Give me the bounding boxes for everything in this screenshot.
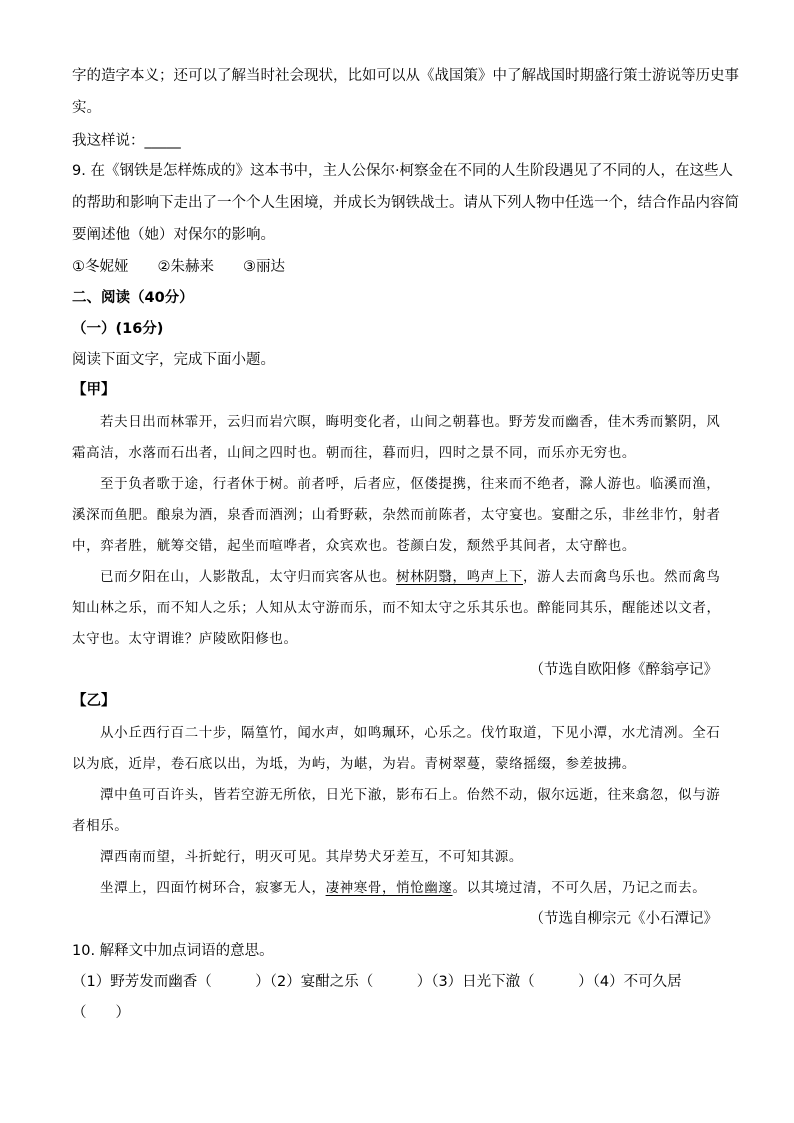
reading-instruction: 阅读下面文字，完成下面小题。 (72, 352, 275, 368)
jia-p3-line-2: 知山林之乐，而不知人之乐；人知从太守游而乐，而不知太守之乐其乐也。醉能同其乐，醒能述以文者， (72, 600, 721, 616)
question-9-line-2: 的帮助和影响下走出了一个个人生困境，并成长为钢铁战士。请从下列人物中任选一个，结合作品内容简 (72, 195, 739, 211)
jia-p3-text-b: ，游人去而禽鸟乐也。然而禽鸟 (523, 569, 721, 585)
yi-p3: 潭西南而望，斗折蛇行，明灭可见。其岸势犬牙差互，不可知其源。 (100, 849, 523, 865)
question-10-title: 10. 解释文中加点词语的意思。 (72, 943, 274, 959)
jia-p2-line-1: 至于负者歌于途，行者休于树。前者呼，后者应，伛偻提携，往来而不绝者，滁人游也。临溪而渔， (100, 476, 721, 492)
subsection-title: （一）(16分) (72, 321, 164, 337)
answer-line: 我这样说：_____ (72, 133, 181, 149)
jia-p3-line-1 (100, 567, 720, 587)
jia-underlined-phrase: 树林阴翳，鸣声上下 (396, 569, 524, 585)
intro-line-1: 字的造字本义；还可以了解当时社会现状，比如可以从《战国策》中了解战国时期盛行策士游说等历史事 (72, 68, 739, 84)
question-9-options: ①冬妮娅 ②朱赫来 ③丽达 (72, 259, 285, 275)
jia-p1-line-2: 霜高洁，水落而石出者，山间之四时也。朝而往，暮而归，四时之景不同，而乐亦无穷也。 (72, 445, 636, 461)
question-9-line-3: 要阐述他（她）对保尔的影响。 (72, 227, 275, 243)
jia-p1-line-1: 若夫日出而林霏开，云归而岩穴暝，晦明变化者，山间之朝暮也。野芳发而幽香，佳木秀而繁阴，风 (100, 414, 721, 430)
question-10-line-1: （1）野芳发而幽香（ ）（2）宴酣之乐（ ）（3）日光下澈（ ）（4）不可久居 (72, 974, 682, 990)
yi-source: （节选自柳宗元《小石潭记》 (529, 911, 718, 927)
jia-p2-line-3: 中，弈者胜，觥筹交错，起坐而喧哗者，众宾欢也。苍颜白发，颓然乎其间者，太守醉也。 (72, 538, 636, 554)
yi-p4-text-a: 坐潭上，四面竹树环合，寂寥无人， (100, 880, 326, 896)
intro-line-2: 实。 (72, 100, 101, 116)
yi-p1-line-2: 以为底，近岸，卷石底以出，为坻，为屿，为嵁，为岩。青树翠蔓，蒙络摇缀，参差披拂。 (72, 756, 636, 772)
yi-p4 (100, 878, 706, 898)
jia-p2-line-2: 溪深而鱼肥。酿泉为酒，泉香而酒洌；山肴野蔌，杂然而前陈者，太守宴也。宴酣之乐，非丝非竹，射者 (72, 507, 721, 523)
yi-p2-line-2: 者相乐。 (72, 818, 129, 834)
question-10-line-2: （ ） (72, 1005, 130, 1021)
yi-underlined-phrase: 凄神寒骨，悄怆幽邃 (325, 880, 453, 896)
question-9-line-1: 9. 在《钢铁是怎样炼成的》这本书中，主人公保尔·柯察金在不同的人生阶段遇见了不同的人，在这些人 (72, 163, 734, 179)
passage-yi-label: 【乙】 (72, 693, 116, 709)
jia-source: （节选自欧阳修《醉翁亭记》 (529, 662, 718, 678)
section-title: 二、阅读（40分） (72, 290, 194, 306)
passage-jia-label: 【甲】 (72, 382, 116, 398)
yi-p2-line-1: 潭中鱼可百许头，皆若空游无所依，日光下澈，影布石上。佁然不动，俶尔远逝，往来翕忽，似与游 (100, 787, 721, 803)
yi-p1-line-1: 从小丘西行百二十步，隔篁竹，闻水声，如鸣珮环，心乐之。伐竹取道，下见小潭，水尤清冽。全石 (100, 725, 721, 741)
jia-p3-line-3: 太守也。太守谓谁？庐陵欧阳修也。 (72, 631, 298, 647)
jia-p3-text-a: 已而夕阳在山，人影散乱，太守归而宾客从也。 (100, 569, 397, 585)
yi-p4-text-b: 。以其境过清，不可久居，乃记之而去。 (452, 880, 707, 896)
